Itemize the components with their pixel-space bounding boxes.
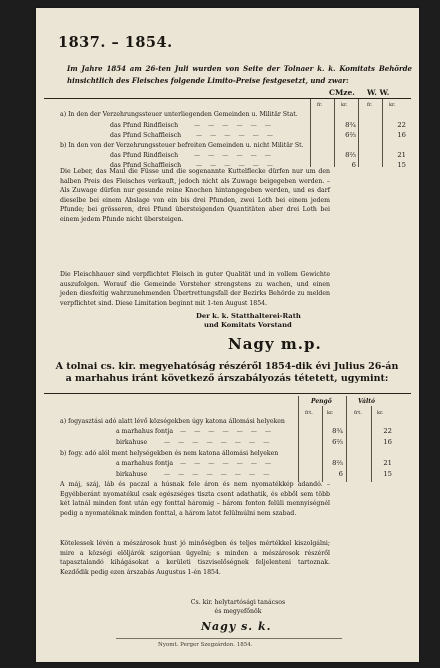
- leader-dots: — — — — — — — —: [164, 471, 273, 478]
- hungarian-item-ww: 22: [383, 427, 392, 435]
- hungarian-authority-line: Cs. kir. helytartósági tanácsos: [190, 599, 286, 606]
- hungarian-unit-frt-1: frt.: [305, 410, 313, 416]
- leader-dots: — — — — — —: [194, 122, 274, 129]
- german-header-cmze: CMze.: [329, 88, 355, 97]
- hungarian-authority: [176, 598, 300, 616]
- german-item-label: das Pfund Rindfleisch: [110, 152, 179, 159]
- imprint-rule: [116, 638, 342, 639]
- german-item-ww: 16: [397, 131, 406, 139]
- hungarian-signature: Nagy s. k.: [201, 620, 272, 633]
- hungarian-item-label: a) fogyasztási adó alatt lévő községekben úgy katona állomási helyeken: [60, 418, 285, 425]
- german-col-divider: [358, 99, 359, 167]
- hungarian-unit-kr-2: kr.: [377, 410, 384, 416]
- hungarian-unit-frt-2: frt.: [354, 410, 362, 416]
- hungarian-item-cm: 6: [338, 470, 343, 478]
- leader-dots: — — — — — —: [194, 152, 274, 159]
- hungarian-col-divider: [298, 396, 299, 482]
- german-unit-fr-1: fr.: [317, 102, 323, 108]
- hungarian-item-cm: 6⅔: [332, 438, 343, 446]
- german-item-cm: 6⅔: [345, 131, 356, 139]
- hungarian-item-label: b) fogy. adó alól ment helységekben és nem katona állomási helyeken: [60, 450, 279, 457]
- german-item-label: a) In den der Verzehrungssteuer unterliegenden Gemeinden u. Militär Stat.: [60, 111, 298, 118]
- german-item-label: das Pfund Rindfleisch: [110, 122, 179, 129]
- hungarian-item-ww: 15: [383, 470, 392, 478]
- leader-dots: — — — — — — —: [180, 428, 275, 435]
- printer-imprint: Nyomt. Perger Szegzárdon. 1854.: [158, 642, 253, 648]
- hungarian-authority-line: és megyefőnök: [214, 608, 262, 615]
- german-item-ww: 15: [397, 161, 406, 169]
- hungarian-header-pengo: Pengő: [311, 398, 332, 405]
- german-unit-kr-2: kr.: [389, 102, 396, 108]
- german-authority-line: Der k. k. Statthalterei-Rath: [196, 312, 301, 320]
- german-intro: Im Jahre 1854 am 26-ten Juli wurden von Seite der Tolnaer k. k. Komitats Behörde hinsichtlich des Fleisches folgende Limito-Preise festgesetzt, und zwar:: [67, 64, 412, 85]
- document-sheet: [36, 8, 419, 662]
- german-col-divider: [382, 99, 383, 167]
- hungarian-item-label: birkahuse: [116, 471, 148, 478]
- hungarian-header-rule: [44, 393, 411, 394]
- hungarian-item-ww: 21: [383, 459, 392, 467]
- german-signature: Nagy m.p.: [228, 335, 322, 353]
- hungarian-intro: A tolnai cs. kir. megyehatóság részéről 1854-dik évi Julius 26-án a marhahus iránt következő árszabályozás tétetett, ugymint:: [55, 361, 399, 384]
- hungarian-item-label: a marhahus fontja: [116, 460, 174, 467]
- hungarian-col-divider: [346, 396, 347, 482]
- hungarian-paragraph: Kötelessek lévén a mészárosok hust jó minőségben és teljes mértékkel kiszolgálni; mire a községi elöljárók szigorúan ügyelni; s minden a mészárosok részéről tapasztalandó kihágásokat a kerületi tiszviselőségnek feljelenteni tartoznak. Kezdődik pedig ezen árszabás Augustus 1-én 1854.: [60, 540, 330, 576]
- leader-dots: — — — — — —: [196, 162, 276, 169]
- german-item-cm: 8¾: [345, 121, 356, 129]
- leader-dots: — — — — — —: [196, 132, 276, 139]
- hungarian-item-cm: 8¾: [332, 427, 343, 435]
- hungarian-item-label: a marhahus fontja: [116, 428, 174, 435]
- hungarian-paragraph: A máj, száj, láb és paczal a húsnak fele áron és nem nyomatékkép adandó. – Egyébberánt nyomatékul csak egészséges tiszta csont adathatik, és ebből sem több két latnál minden font után egy fonttal háromig – három fonton felüli mennyiségnél pedig a nyomatéknak minden fonttal, a három latot felülmúlni nem szabad.: [60, 481, 330, 517]
- leader-dots: — — — — — — — —: [164, 439, 273, 446]
- german-item-label: b) In den von der Verzehrungssteuer befreiten Gemeinden u. nicht Militär St.: [60, 142, 304, 149]
- hungarian-unit-kr-1: kr.: [327, 410, 334, 416]
- leader-dots: — — — — — — —: [180, 460, 275, 467]
- hungarian-item-cm: 8⅔: [332, 459, 343, 467]
- german-header-ww: W. W.: [367, 88, 390, 97]
- hungarian-header-valto: Váltó: [358, 398, 376, 405]
- german-item-cm: 6: [351, 161, 356, 169]
- german-col-divider: [310, 99, 311, 167]
- german-paragraph: Die Leber, das Maul die Füsse und die sogenannte Kuttelflecke dürfen nur um den halben Preis des Fleisches verkauft, jedoch nicht als Zuwage beigegeben werden. – Als Zuwage dürfen nur gesunde reine Knochen hintangegeben werden, und es darf dieselbe bei einem Abslage von ein bis drei Pfunden, zwei Loth bei einem jedem Pfunde; bei grösseren, drei Pfund übersteigenden Quantitäten aber drei Loth bei einem jedem Pfunde nicht übersteigen.: [60, 168, 330, 223]
- german-item-ww: 21: [397, 151, 406, 159]
- page-title: 1837. – 1854.: [58, 34, 173, 51]
- hungarian-item-ww: 16: [383, 438, 392, 446]
- german-item-ww: 22: [397, 121, 406, 129]
- german-item-label: das Pfund Schaffleisch: [110, 162, 182, 169]
- german-authority: [196, 312, 301, 330]
- german-header-rule: [44, 98, 411, 99]
- german-item-label: das Pfund Schaffleisch: [110, 132, 182, 139]
- german-paragraph: Die Fleischhauer sind verpflichtet Fleisch in guter Qualität und in vollem Gewichte auszufolgen. Worauf die Gemeinde Vorsteher strengstens zu wachen, und einen jeden diesfeitig wahrzunehmenden Übertrettungsfall der Bezirks Behörde zu melden verpflichtet sind. Diese Limitation beginnt mit 1-ten August 1854.: [60, 271, 330, 307]
- german-unit-fr-2: fr.: [367, 102, 373, 108]
- hungarian-item-label: birkahuse: [116, 439, 148, 446]
- german-unit-kr-1: kr.: [341, 102, 348, 108]
- german-authority-line: und Komitats Vorstand: [204, 321, 292, 329]
- german-item-cm: 8⅔: [345, 151, 356, 159]
